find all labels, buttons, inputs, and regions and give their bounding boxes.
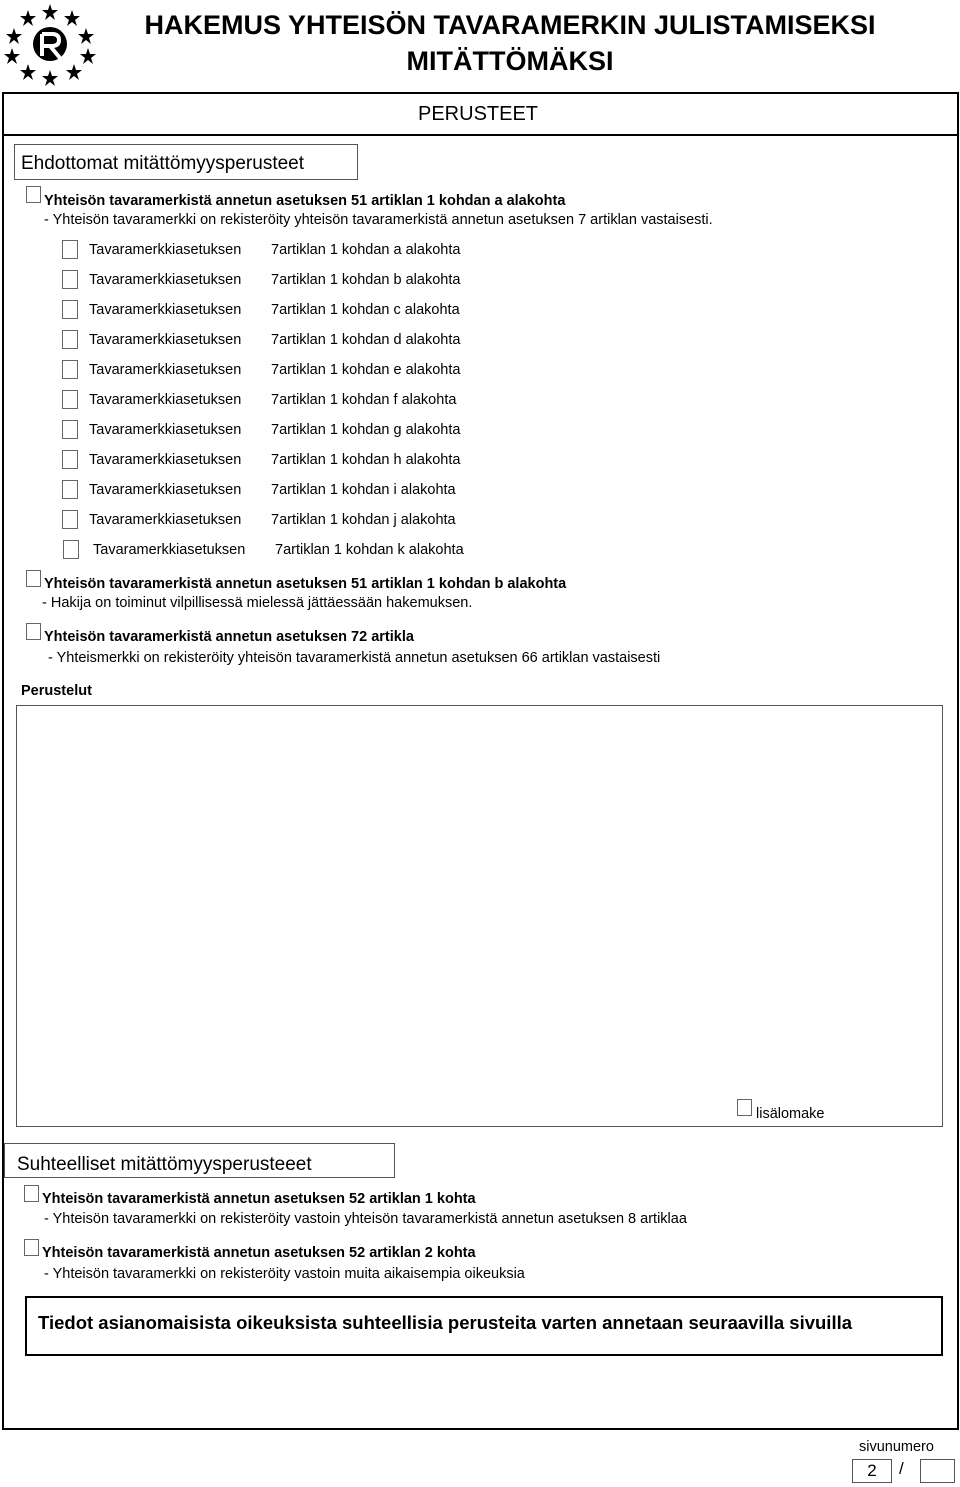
checkbox-7-1-i[interactable] (62, 480, 78, 499)
checkbox-7-1-f[interactable] (62, 390, 78, 409)
checkbox-7-1-g[interactable] (62, 420, 78, 439)
relative-info-box: Tiedot asianomaisista oikeuksista suhteellisia perusteita varten annetaan seuraavilla sivuilla (25, 1296, 943, 1356)
sub-item-prefix: Tavaramerkkiasetuksen (89, 392, 242, 408)
grounds-textarea[interactable] (16, 705, 943, 1127)
desc-51-1-a: - Yhteisön tavaramerkki on rekisteröity yhteisön tavaramerkistä annetun asetuksen 7 artiklan vastaisesti. (44, 212, 713, 228)
checkbox-52-2[interactable] (24, 1239, 39, 1256)
checkbox-7-1-b[interactable] (62, 270, 78, 289)
sub-item-prefix: Tavaramerkkiasetuksen (89, 302, 242, 318)
form-title-line1: HAKEMUS YHTEISÖN TAVARAMERKIN JULISTAMISEKSI (144, 10, 876, 40)
label-52-1: Yhteisön tavaramerkistä annetun asetuksen 52 artiklan 1 kohta (42, 1191, 476, 1207)
sub-item-text: 7artiklan 1 kohdan c alakohta (271, 302, 460, 318)
checkbox-7-1-a[interactable] (62, 240, 78, 259)
checkbox-7-1-j[interactable] (62, 510, 78, 529)
sub-item-text: 7artiklan 1 kohdan g alakohta (271, 422, 461, 438)
sub-item-prefix: Tavaramerkkiasetuksen (89, 422, 242, 438)
desc-51-1-b: - Hakija on toiminut vilpillisessä mielessä jättäessään hakemuksen. (42, 595, 473, 611)
grounds-label: Perustelut (21, 683, 92, 699)
checkbox-51-1-b[interactable] (26, 570, 41, 587)
sub-item-text: 7artiklan 1 kohdan i alakohta (271, 482, 456, 498)
page-number-label: sivunumero (859, 1439, 934, 1455)
checkbox-7-1-e[interactable] (62, 360, 78, 379)
sub-item-7-1-k (93, 541, 464, 559)
checkbox-7-1-k[interactable] (63, 540, 79, 559)
desc-52-2: - Yhteisön tavaramerkki on rekisteröity vastoin muita aikaisempia oikeuksia (44, 1266, 525, 1282)
sub-item-prefix: Tavaramerkkiasetuksen (93, 542, 246, 558)
extra-sheet-label: lisälomake (756, 1106, 825, 1122)
sub-item-7-1-c (89, 301, 460, 319)
sub-item-7-1-b (89, 271, 460, 289)
sub-item-7-1-a (89, 241, 460, 259)
label-52-2: Yhteisön tavaramerkistä annetun asetuksen 52 artiklan 2 kohta (42, 1245, 476, 1261)
desc-52-1: - Yhteisön tavaramerkki on rekisteröity vastoin yhteisön tavaramerkistä annetun asetuksen 8 artiklaa (44, 1211, 687, 1227)
relative-grounds-heading: Suhteelliset mitättömyysperusteeet (4, 1143, 395, 1178)
ohim-logo (4, 2, 96, 86)
sub-item-7-1-g (89, 421, 460, 439)
checkbox-72[interactable] (26, 623, 41, 640)
sub-item-text: 7artiklan 1 kohdan f alakohta (271, 392, 457, 408)
sub-item-prefix: Tavaramerkkiasetuksen (89, 332, 242, 348)
sub-item-7-1-j (89, 511, 456, 529)
sub-item-text: 7artiklan 1 kohdan b alakohta (271, 272, 461, 288)
checkbox-extra-sheet[interactable] (737, 1099, 752, 1116)
sub-item-text: 7artiklan 1 kohdan k alakohta (275, 542, 464, 558)
sub-item-7-1-i (89, 481, 456, 499)
page-total-field[interactable] (920, 1459, 955, 1483)
sub-item-prefix: Tavaramerkkiasetuksen (89, 272, 242, 288)
sub-item-text: 7artiklan 1 kohdan d alakohta (271, 332, 461, 348)
sub-item-7-1-f (89, 391, 456, 409)
sub-item-text: 7artiklan 1 kohdan a alakohta (271, 242, 461, 258)
sub-item-text: 7artiklan 1 kohdan j alakohta (271, 512, 456, 528)
sub-item-prefix: Tavaramerkkiasetuksen (89, 362, 242, 378)
sub-item-text: 7artiklan 1 kohdan h alakohta (271, 452, 461, 468)
label-72: Yhteisön tavaramerkistä annetun asetuksen 72 artikla (44, 629, 414, 645)
sub-item-prefix: Tavaramerkkiasetuksen (89, 452, 242, 468)
page-separator: / (899, 1459, 904, 1478)
label-51-1-a: Yhteisön tavaramerkistä annetun asetuksen 51 artiklan 1 kohdan a alakohta (44, 193, 566, 209)
checkbox-51-1-a[interactable] (26, 186, 41, 203)
sub-item-7-1-d (89, 331, 460, 349)
sub-item-prefix: Tavaramerkkiasetuksen (89, 242, 242, 258)
sub-item-text: 7artiklan 1 kohdan e alakohta (271, 362, 461, 378)
checkbox-52-1[interactable] (24, 1185, 39, 1202)
page-number-field[interactable]: 2 (852, 1459, 892, 1483)
sub-item-7-1-h (89, 451, 460, 469)
checkbox-7-1-d[interactable] (62, 330, 78, 349)
section-title: PERUSTEET (418, 103, 539, 125)
absolute-grounds-heading: Ehdottomat mitättömyysperusteet (14, 144, 358, 180)
sub-item-prefix: Tavaramerkkiasetuksen (89, 512, 242, 528)
label-51-1-b: Yhteisön tavaramerkistä annetun asetuksen 51 artiklan 1 kohdan b alakohta (44, 576, 567, 592)
desc-72: - Yhteismerkki on rekisteröity yhteisön tavaramerkistä annetun asetuksen 66 artiklan vastaisesti (48, 650, 661, 666)
checkbox-7-1-h[interactable] (62, 450, 78, 469)
sub-item-prefix: Tavaramerkkiasetuksen (89, 482, 242, 498)
form-title-line2: MITÄTTÖMÄKSI (406, 46, 614, 76)
sub-item-7-1-e (89, 361, 460, 379)
checkbox-7-1-c[interactable] (62, 300, 78, 319)
